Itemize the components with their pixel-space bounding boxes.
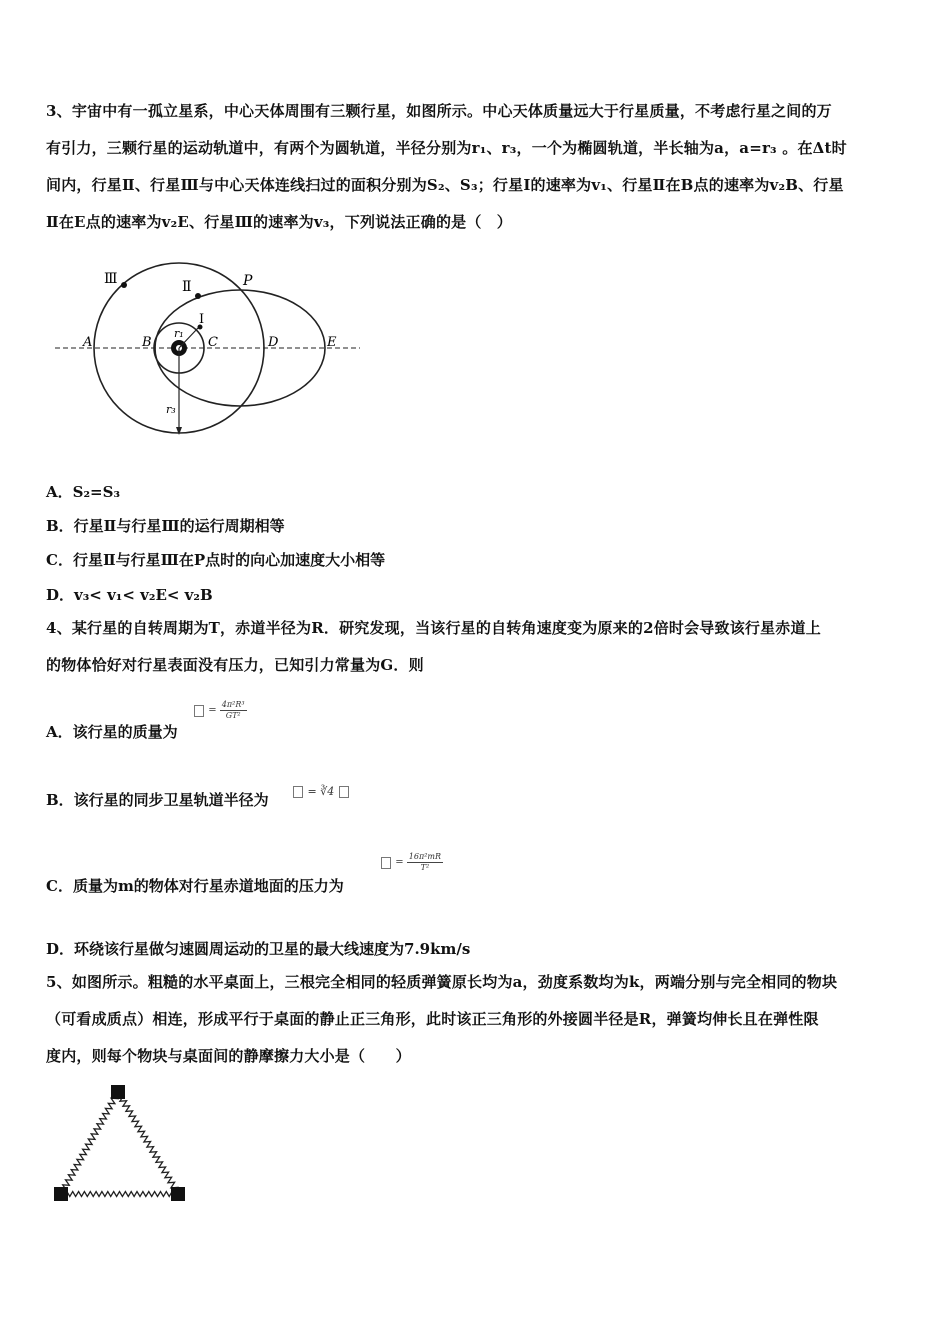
q4-option-b: B．该行星的同步卫星轨道半径为 [46, 791, 269, 809]
q4-option-a: A．该行星的质量为 [46, 723, 178, 741]
planet-III [121, 282, 127, 288]
q3-option-c: C．行星Ⅱ与行星Ⅲ在P点时的向心加速度大小相等 [46, 551, 386, 569]
q3-line-2: 有引力，三颗行星的运动轨道中，有两个为圆轨道，半径分别为r₁、r₃，一个为椭圆轨道，半长轴为a，a=r₃ 。在Δt时 [46, 139, 847, 157]
q4-option-c-formula [380, 852, 443, 873]
label-P: P [243, 273, 253, 289]
q3-option-d: D．v₃< v₁< v₂E< v₂B [46, 586, 213, 604]
q3-line-1: 3、宇宙中有一孤立星系，中心天体周围有三颗行星，如图所示。中心天体质量远大于行星质量，不考虑行星之间的万 [46, 102, 832, 120]
label-I: Ⅰ [199, 312, 205, 327]
q3-line-4: Ⅱ在E点的速率为v₂E、行星Ⅲ的速率为v₃，下列说法正确的是（ ） [46, 213, 512, 231]
symbol-placeholder [339, 786, 349, 798]
fraction-numerator: 4π²R³ [221, 700, 245, 709]
spring-right [117, 1092, 178, 1194]
q5-line-3: 度内，则每个物块与桌面间的静摩擦力大小是（ ） [46, 1047, 411, 1065]
label-B: B [142, 335, 152, 350]
symbol-placeholder [381, 857, 391, 869]
q4-option-c: C．质量为m的物体对行星赤道地面的压力为 [46, 877, 344, 895]
label-II: Ⅱ [182, 279, 192, 295]
label-r1: r₁ [174, 327, 184, 340]
formula-equals: = [208, 705, 217, 716]
fraction-numerator: 16π²mR [408, 852, 442, 861]
planet-II [195, 293, 201, 299]
symbol-placeholder [194, 705, 204, 717]
orbit-diagram [50, 255, 370, 445]
block-top [111, 1085, 125, 1099]
q4-line-1: 4、某行星的自转周期为T，赤道半径为R．研究发现，当该行星的自转角速度变为原来的2倍时会导致该行星赤道上 [46, 619, 821, 637]
q3-option-a: A．S₂=S₃ [46, 483, 121, 501]
q5-line-2: （可看成质点）相连，形成平行于桌面的静止正三角形，此时该正三角形的外接圆半径是R，弹簧均伸长且在弹性限 [46, 1010, 819, 1028]
q5-line-1: 5、如图所示。粗糙的水平桌面上，三根完全相同的轻质弹簧原长均为a，劲度系数均为k，两端分别与完全相同的物块 [46, 973, 838, 991]
q3-line-3: 间内，行星Ⅱ、行星Ⅲ与中心天体连线扫过的面积分别为S₂、S₃；行星Ⅰ的速率为v₁、行星Ⅱ在B点的速率为v₂B、行星 [46, 176, 844, 194]
formula-text: = ∛4 [307, 785, 335, 798]
question-4 [46, 610, 908, 684]
spring-bottom [61, 1192, 178, 1197]
block-right [171, 1187, 185, 1201]
symbol-placeholder [293, 786, 303, 798]
label-D: D [268, 335, 279, 350]
r3-arrowhead [176, 427, 182, 435]
fraction [220, 700, 247, 721]
fraction [407, 852, 443, 873]
label-C: C [208, 335, 218, 350]
block-left [54, 1187, 68, 1201]
label-III: Ⅲ [104, 271, 118, 287]
label-E: E [327, 335, 337, 350]
q4-line-2: 的物体恰好对行星表面没有压力，已知引力常量为G．则 [46, 656, 424, 674]
spring-left [60, 1092, 118, 1194]
fraction-denominator: GT² [225, 711, 241, 720]
q4-option-d: D．环绕该行星做匀速圆周运动的卫星的最大线速度为7.9km/s [46, 940, 471, 958]
q3-option-b: B．行星Ⅱ与行星Ⅲ的运行周期相等 [46, 517, 285, 535]
q4-option-a-formula [193, 700, 247, 721]
fraction-denominator: T² [420, 863, 430, 872]
q4-option-b-formula [292, 785, 350, 798]
question-3 [46, 93, 908, 241]
formula-equals: = [395, 857, 404, 868]
question-5 [46, 964, 908, 1075]
label-r3: r₃ [166, 403, 176, 416]
spring-triangle-diagram [48, 1080, 193, 1210]
label-A: A [83, 335, 93, 350]
